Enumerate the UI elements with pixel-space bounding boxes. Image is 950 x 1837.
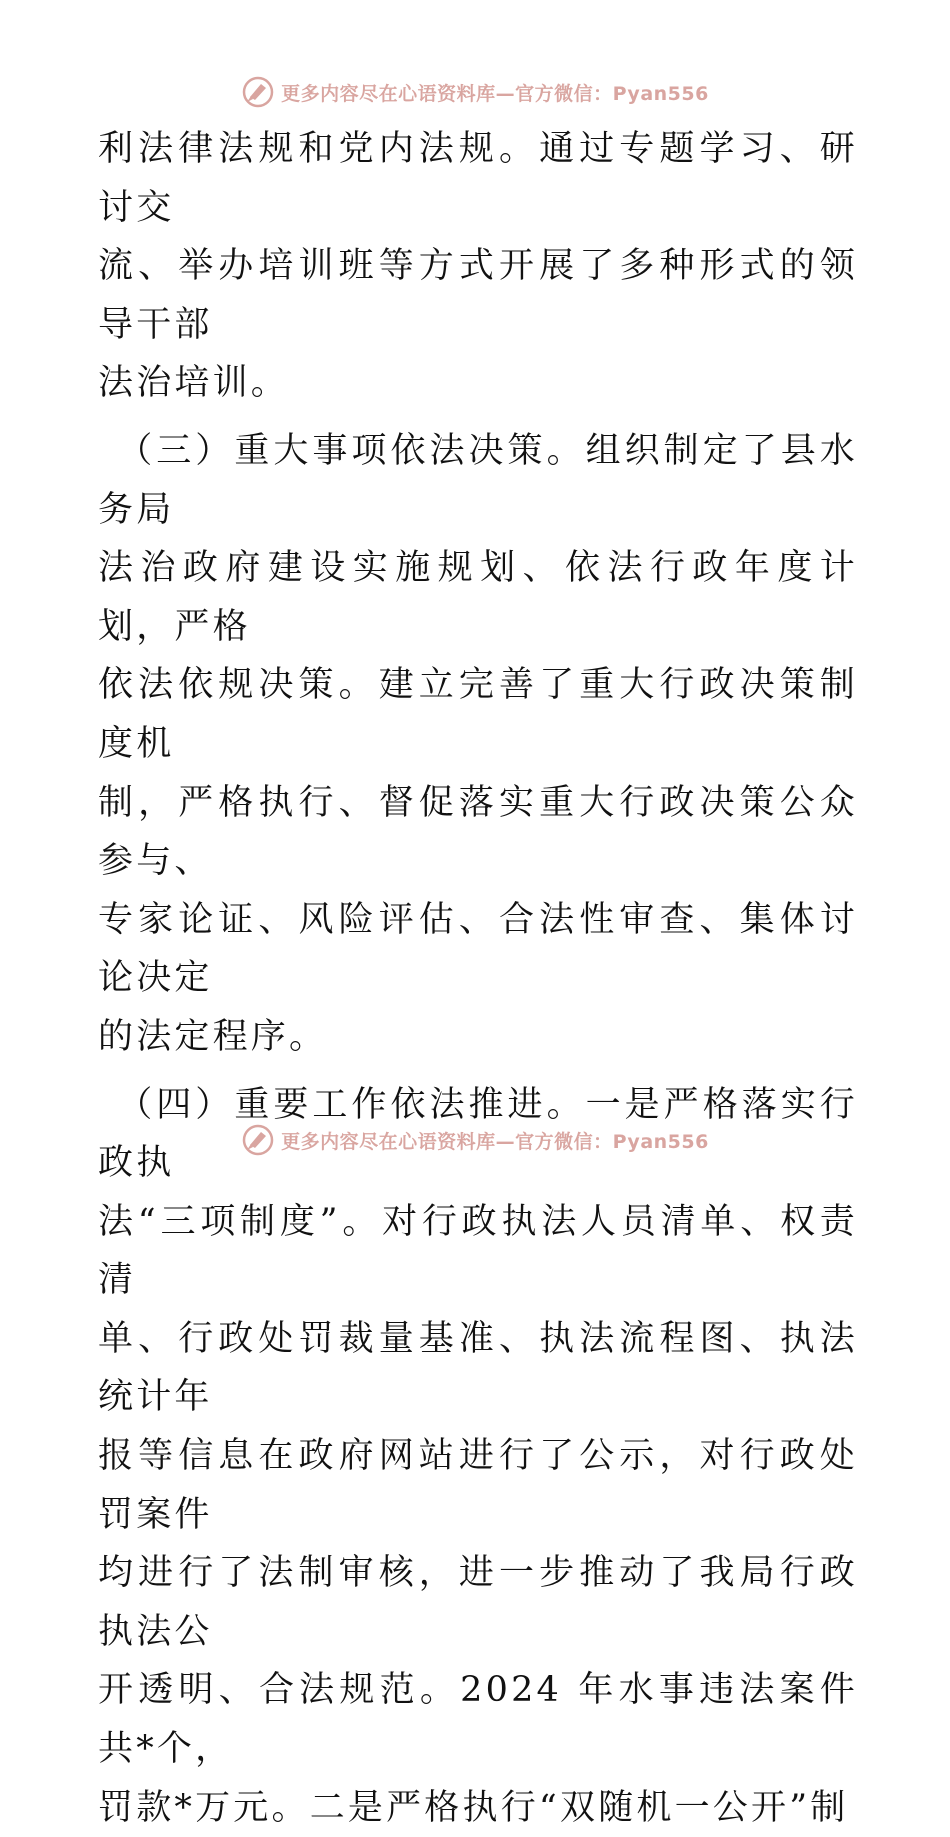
text-line: （四）重要工作依法推进。一是严格落实行政执 bbox=[98, 1076, 858, 1193]
text-line: 罚款*万元。二是严格执行“双随机一公开”制 bbox=[98, 1779, 858, 1837]
text-line: 流、举办培训班等方式开展了多种形式的领导干部 bbox=[98, 237, 858, 354]
text-line: 报等信息在政府网站进行了公示，对行政处罚案件 bbox=[98, 1427, 858, 1544]
text-line: 专家论证、风险评估、合法性审查、集体讨论决定 bbox=[98, 891, 858, 1008]
text-line: 法治政府建设实施规划、依法行政年度计划，严格 bbox=[98, 539, 858, 656]
seal-logo-icon bbox=[241, 1123, 275, 1157]
text-line: 单、行政处罚裁量基准、执法流程图、执法统计年 bbox=[98, 1310, 858, 1427]
header-watermark bbox=[0, 72, 950, 112]
text-line: 法“三项制度”。对行政执法人员清单、权责清 bbox=[98, 1193, 858, 1310]
text-line: 的法定程序。 bbox=[98, 1008, 858, 1067]
seal-logo-icon bbox=[241, 75, 275, 109]
paragraph-1 bbox=[98, 120, 858, 413]
footer-watermark bbox=[0, 1120, 950, 1160]
watermark-text: 更多内容尽在心语资料库—官方微信：Pyan556 bbox=[281, 79, 709, 106]
text-line: 制，严格执行、督促落实重大行政决策公众参与、 bbox=[98, 774, 858, 891]
text-line: 均进行了法制审核，进一步推动了我局行政执法公 bbox=[98, 1544, 858, 1661]
paragraph-3 bbox=[98, 1076, 858, 1837]
text-line: 依法依规决策。建立完善了重大行政决策制度机 bbox=[98, 656, 858, 773]
text-line: 法治培训。 bbox=[98, 354, 858, 413]
watermark-text: 更多内容尽在心语资料库—官方微信：Pyan556 bbox=[281, 1127, 709, 1154]
paragraph-2 bbox=[98, 422, 858, 1067]
text-line: 利法律法规和党内法规。通过专题学习、研讨交 bbox=[98, 120, 858, 237]
text-line: （三）重大事项依法决策。组织制定了县水务局 bbox=[98, 422, 858, 539]
document-body bbox=[98, 120, 858, 1837]
text-line: 开透明、合法规范。2024 年水事违法案件共*个， bbox=[98, 1661, 858, 1778]
